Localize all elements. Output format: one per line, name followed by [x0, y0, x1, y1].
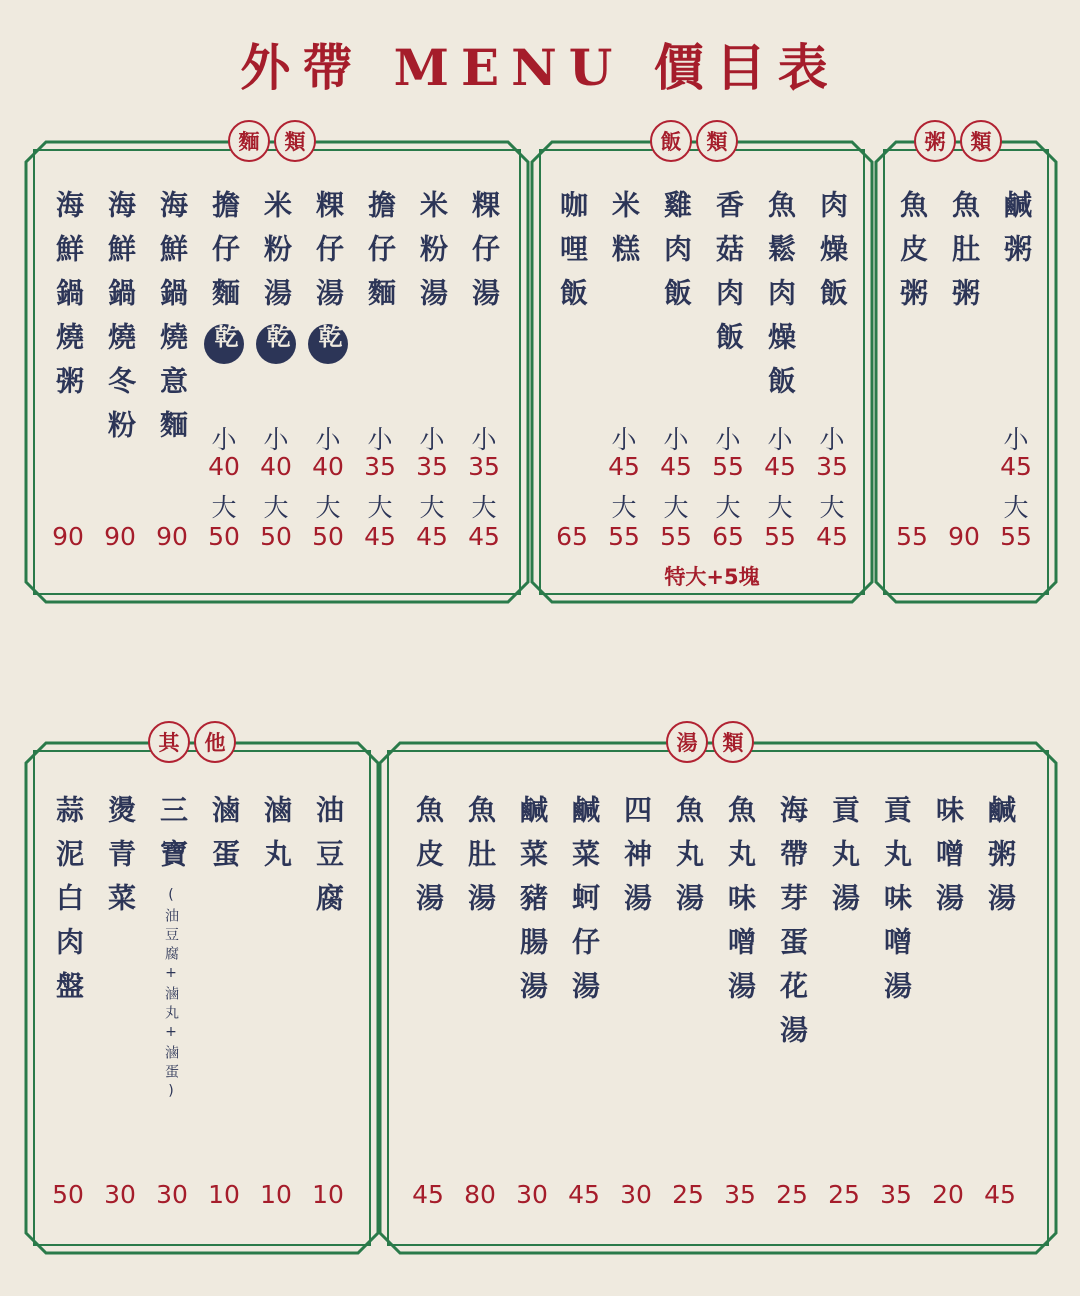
dry-style-tag: 乾 [204, 324, 244, 364]
price-small: 55 [712, 452, 744, 481]
menu-item-name-text: 米粉湯 [416, 190, 449, 322]
size-small-label: 小 [1003, 425, 1029, 454]
menu-item-name [302, 190, 354, 364]
size-large-label: 大 [419, 493, 445, 522]
price: 10 [312, 1180, 344, 1209]
price: 25 [776, 1180, 808, 1209]
size-large-label: 大 [315, 493, 341, 522]
size-large-label: 大 [263, 493, 289, 522]
menu-item [702, 142, 754, 602]
size-large-label: 大 [211, 493, 237, 522]
menu-item-note: (油豆腐+滷丸+滷蛋) [163, 887, 179, 1104]
menu-item-name [458, 190, 510, 322]
section-badge: 他 [194, 721, 236, 763]
menu-item [198, 743, 250, 1253]
menu-item [302, 142, 354, 602]
menu-item-name [406, 190, 458, 322]
menu-item-name-text: 鹹粥湯 [984, 795, 1017, 927]
menu-title: 外帶 MENU 價目表 [240, 38, 840, 97]
price: 80 [464, 1180, 496, 1209]
menu-item [886, 142, 938, 602]
menu-item-name [702, 190, 754, 366]
price: 45 [412, 1180, 444, 1209]
price-small: 45 [660, 452, 692, 481]
size-small-label: 小 [211, 425, 237, 454]
price-small: 40 [208, 452, 240, 481]
price-large: 65 [712, 522, 744, 551]
menu-item-name-text: 鹹菜豬腸湯 [516, 795, 549, 1015]
menu-item-name-text: 粿仔湯 [468, 190, 501, 322]
price: 50 [52, 1180, 84, 1209]
price: 30 [620, 1180, 652, 1209]
menu-item-name [302, 795, 354, 927]
price: 90 [948, 522, 980, 551]
section-noodles [26, 129, 528, 602]
menu-item-name-text: 蒜泥白肉盤 [52, 795, 85, 1015]
price-large: 55 [764, 522, 796, 551]
menu-item-name-text: 鹹菜蚵仔湯 [568, 795, 601, 1015]
menu-item-name-text: 海鮮鍋燒冬粉 [104, 190, 137, 454]
price: 25 [828, 1180, 860, 1209]
menu-item-name-text: 魚皮粥 [896, 190, 929, 322]
menu-item [146, 743, 198, 1253]
menu-item-name [974, 795, 1026, 927]
section-badge: 類 [274, 120, 316, 162]
menu-item [454, 743, 506, 1253]
menu-item-name [818, 795, 870, 927]
menu-item-name-text: 魚丸味噌湯 [724, 795, 757, 1015]
size-large-label: 大 [471, 493, 497, 522]
section-congee [876, 129, 1056, 602]
menu-item [42, 142, 94, 602]
menu-item [42, 743, 94, 1253]
menu-item-name-text: 貢丸味噌湯 [880, 795, 913, 1015]
menu-item-name-text: 咖哩飯 [556, 190, 589, 322]
price-large: 55 [608, 522, 640, 551]
menu-item [302, 743, 354, 1253]
menu-item-name-text: 滷丸 [260, 795, 293, 883]
price: 30 [516, 1180, 548, 1209]
menu-item-name-text: 鹹粥 [1000, 190, 1033, 278]
price: 90 [52, 522, 84, 551]
size-small-label: 小 [611, 425, 637, 454]
size-small-label: 小 [315, 425, 341, 454]
price-large: 45 [816, 522, 848, 551]
menu-item-name [922, 795, 974, 927]
size-small-label: 小 [767, 425, 793, 454]
menu-item-name [198, 190, 250, 364]
price: 10 [208, 1180, 240, 1209]
price-small: 40 [260, 452, 292, 481]
menu-item [754, 142, 806, 602]
menu-item [598, 142, 650, 602]
price: 55 [896, 522, 928, 551]
price: 90 [104, 522, 136, 551]
price-small: 45 [764, 452, 796, 481]
size-small-label: 小 [819, 425, 845, 454]
menu-item [610, 743, 662, 1253]
menu-item-name-text: 燙青菜 [104, 795, 137, 927]
price-large: 50 [208, 522, 240, 551]
menu-item [198, 142, 250, 602]
menu-item-name [546, 190, 598, 322]
menu-item-name-text: 魚皮湯 [412, 795, 445, 927]
menu-item-name-text: 米粉湯 [260, 190, 293, 322]
menu-item-name-text: 雞肉飯 [660, 190, 693, 322]
menu-item [974, 743, 1026, 1253]
menu-item-name [870, 795, 922, 1015]
price: 25 [672, 1180, 704, 1209]
menu-item-name [598, 190, 650, 278]
price: 45 [568, 1180, 600, 1209]
menu-item-name [754, 190, 806, 410]
section-soups [380, 730, 1056, 1253]
menu-item-name [250, 190, 302, 364]
menu-item-name-text: 味噌湯 [932, 795, 965, 927]
menu-item [506, 743, 558, 1253]
menu-item-name-text: 海鮮鍋燒意麵 [156, 190, 189, 454]
price-small: 35 [416, 452, 448, 481]
size-large-label: 大 [767, 493, 793, 522]
section-others [26, 730, 378, 1253]
menu-item-name [610, 795, 662, 927]
section-badge: 飯 [650, 120, 692, 162]
price: 45 [984, 1180, 1016, 1209]
menu-item-name-text: 滷蛋 [208, 795, 241, 883]
menu-item-name [250, 795, 302, 883]
size-small-label: 小 [419, 425, 445, 454]
menu-item-name [650, 190, 702, 322]
size-small-label: 小 [367, 425, 393, 454]
price-large: 45 [468, 522, 500, 551]
menu-item-name-text: 擔仔麵 [364, 190, 397, 322]
menu-item-name [42, 190, 94, 410]
menu-item [546, 142, 598, 602]
menu-item [714, 743, 766, 1253]
menu-item-name [94, 795, 146, 927]
price-large: 45 [364, 522, 396, 551]
price: 10 [260, 1180, 292, 1209]
section-badge: 湯 [666, 721, 708, 763]
menu-item-name-text: 魚鬆肉燥飯 [764, 190, 797, 410]
price: 35 [880, 1180, 912, 1209]
menu-item [250, 743, 302, 1253]
menu-item-name [714, 795, 766, 1015]
menu-item-name [454, 795, 506, 927]
menu-item-name-text: 魚丸湯 [672, 795, 705, 927]
menu-item-name [990, 190, 1042, 278]
menu-item-name-text: 四神湯 [620, 795, 653, 927]
size-large-label: 大 [1003, 493, 1029, 522]
menu-item-name [146, 190, 198, 454]
price-large: 45 [416, 522, 448, 551]
menu-item-name-text: 三寶 [156, 795, 189, 883]
menu-item [818, 743, 870, 1253]
menu-item-name [766, 795, 818, 1059]
menu-item [766, 743, 818, 1253]
menu-item-name-text: 海鮮鍋燒粥 [52, 190, 85, 410]
price-large: 50 [260, 522, 292, 551]
menu-item [94, 743, 146, 1253]
menu-item-name-text: 貢丸湯 [828, 795, 861, 927]
menu-item-name [806, 190, 858, 322]
size-small-label: 小 [471, 425, 497, 454]
dry-style-tag: 乾 [256, 324, 296, 364]
menu-item-name-text: 粿仔湯 [312, 190, 345, 322]
menu-item-name-text: 魚肚湯 [464, 795, 497, 927]
menu-item [650, 142, 702, 602]
menu-item-name [146, 795, 198, 883]
price: 65 [556, 522, 588, 551]
menu-item [662, 743, 714, 1253]
menu-item [402, 743, 454, 1253]
menu-item-name [94, 190, 146, 454]
price-small: 35 [364, 452, 396, 481]
menu-item-name [42, 795, 94, 1015]
menu-item-name [938, 190, 990, 322]
menu-item-name [354, 190, 406, 322]
menu-item-name-text: 肉燥飯 [816, 190, 849, 322]
price-large: 55 [1000, 522, 1032, 551]
menu-item-name [662, 795, 714, 927]
menu-item [870, 743, 922, 1253]
price: 35 [724, 1180, 756, 1209]
size-large-label: 大 [367, 493, 393, 522]
menu-item-name-text: 油豆腐 [312, 795, 345, 927]
size-small-label: 小 [263, 425, 289, 454]
menu-item-name [402, 795, 454, 927]
menu-item-name [198, 795, 250, 883]
menu-item-name-text: 海帶芽蛋花湯 [776, 795, 809, 1059]
menu-item [806, 142, 858, 602]
section-badge: 麵 [228, 120, 270, 162]
menu-item [94, 142, 146, 602]
menu-item-name-text: 擔仔麵 [208, 190, 241, 322]
menu-item [558, 743, 610, 1253]
section-badge: 類 [712, 721, 754, 763]
section-badge: 粥 [914, 120, 956, 162]
price: 30 [156, 1180, 188, 1209]
menu-item [458, 142, 510, 602]
menu-item-name [886, 190, 938, 322]
price-small: 35 [468, 452, 500, 481]
size-large-label: 大 [819, 493, 845, 522]
size-small-label: 小 [663, 425, 689, 454]
price-small: 45 [608, 452, 640, 481]
size-large-label: 大 [663, 493, 689, 522]
menu-item [938, 142, 990, 602]
menu-item-name-text: 香菇肉飯 [712, 190, 745, 366]
size-large-label: 大 [715, 493, 741, 522]
menu-item [922, 743, 974, 1253]
rice-extra-large-note: 特大+5塊 [664, 565, 760, 589]
menu-item [406, 142, 458, 602]
price: 20 [932, 1180, 964, 1209]
price-small: 45 [1000, 452, 1032, 481]
menu-item-name-text: 米糕 [608, 190, 641, 278]
menu-item-name [506, 795, 558, 1015]
menu-item [354, 142, 406, 602]
section-badge: 其 [148, 721, 190, 763]
size-large-label: 大 [611, 493, 637, 522]
section-badge: 類 [696, 120, 738, 162]
price-large: 50 [312, 522, 344, 551]
section-rice [532, 129, 872, 602]
price: 90 [156, 522, 188, 551]
menu-item [146, 142, 198, 602]
price-small: 40 [312, 452, 344, 481]
price-large: 55 [660, 522, 692, 551]
section-badge: 類 [960, 120, 1002, 162]
menu-item-name [558, 795, 610, 1015]
size-small-label: 小 [715, 425, 741, 454]
dry-style-tag: 乾 [308, 324, 348, 364]
menu-item-name-text: 魚肚粥 [948, 190, 981, 322]
price-small: 35 [816, 452, 848, 481]
menu-item [250, 142, 302, 602]
price: 30 [104, 1180, 136, 1209]
menu-item [990, 142, 1042, 602]
